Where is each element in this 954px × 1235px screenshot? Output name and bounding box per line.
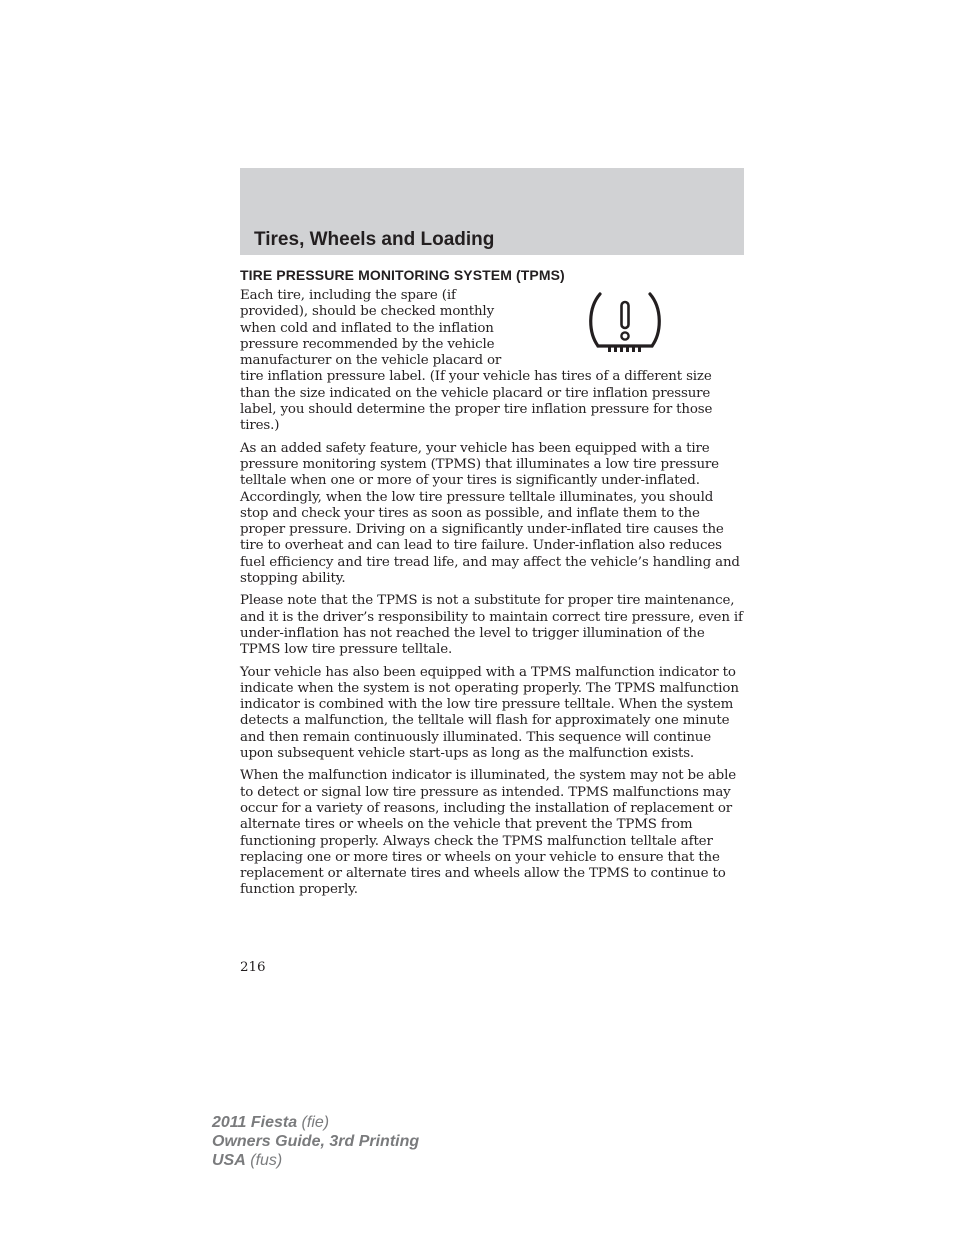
body-paragraph: As an added safety feature, your vehicle has been equipped with a tire pressure monitoring system (TPMS) that illuminates a low tire pressure telltale when one or more of your tires is significantly under-inflated. Accordingly, when the low tire pressure telltale illuminates, you should stop and check your tires as soon as possible, and inflate them to the proper pressure. Driving on a significantly under-inflated tire causes the tire to overheat and can lead to tire failure. Under-inflation also reduces fuel efficiency and tire tread life, and may affect the vehicle’s handling and stopping ability. (240, 440, 740, 587)
tire-pressure-warning-icon (586, 292, 664, 360)
body-paragraph: Your vehicle has also been equipped with a TPMS malfunction indicator to indicate when the system is not operating properly. The TPMS malfunction indicator is combined with the low tire pressure telltale. When the system detects a malfunction, the telltale will flash for approximately one minute and then remain continuously illuminated. This sequence will continue upon subsequent vehicle start-ups as long as the malfunction exists. (240, 664, 739, 762)
footer-line-1 (212, 1113, 419, 1132)
body-paragraph: When the malfunction indicator is illuminated, the system may not be able to detect or signal low tire pressure as intended. TPMS malfunctions may occur for a variety of reasons, including the installation of replacement or alternate tires or wheels on the vehicle that prevent the TPMS from functioning properly. Always check the TPMS malfunction telltale after replacing one or more tires or wheels on your vehicle to ensure that the replacement or alternate tires and wheels allow the TPMS to continue to function properly. (240, 768, 737, 898)
footer-line-2 (212, 1132, 419, 1151)
page-number: 216 (240, 960, 266, 975)
footer-market-code: (fus) (250, 1152, 283, 1169)
section-header-band (240, 168, 744, 255)
section-heading: TIRE PRESSURE MONITORING SYSTEM (TPMS) (240, 267, 565, 283)
tpms-icon-container (504, 286, 744, 367)
footer-line-3 (212, 1151, 419, 1170)
document-footer (212, 1113, 419, 1170)
footer-market: USA (212, 1152, 246, 1169)
main-content (240, 267, 744, 905)
intro-paragraph: Each tire, including the spare (if provided), should be checked monthly when cold and inflated to the inflation pressure recommended by the vehicle manufacturer on the vehicle placard or tire inflation pressure label. (If your vehicle has tires of a different size than the size indicated on the vehicle placard or tire inflation pressure label, you should determine the proper tire inflation pressure for those tires.) (240, 288, 713, 434)
intro-block (240, 288, 744, 435)
footer-model: 2011 Fiesta (212, 1114, 298, 1131)
body-paragraph: Please note that the TPMS is not a substitute for proper tire maintenance, and it is the driver’s responsibility to maintain correct tire pressure, even if under-inflation has not reached the level to trigger illumination of the TPMS low tire pressure telltale. (240, 593, 743, 658)
chapter-title: Tires, Wheels and Loading (254, 229, 495, 250)
footer-model-code: (fie) (301, 1114, 330, 1131)
footer-guide-edition: Owners Guide, 3rd Printing (212, 1133, 420, 1150)
